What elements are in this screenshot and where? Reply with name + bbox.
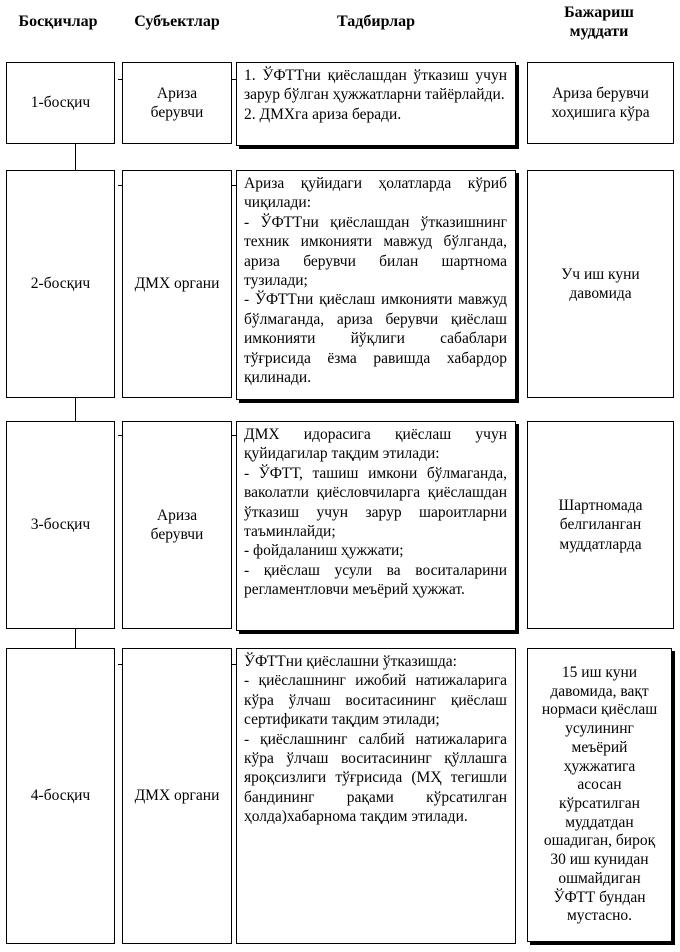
action-line: - ЎФТТ, ташиш имкони бўлмаганда, ваколатли қиёсловчиларга қиёслашдан ўтказиш учун зарур шароитларни таъминлайди;	[244, 464, 507, 541]
deadline-box-1	[527, 62, 674, 144]
subject-label: Ариза берувчи	[150, 506, 204, 543]
action-line: 2. ДМХга ариза беради.	[244, 105, 402, 123]
action-line: Ариза қуйидаги ҳолатларда кўриб чиқилади:	[244, 175, 507, 212]
action-line: ДМХ идорасига қиёслаш учун қуйидагилар тақдим этилади:	[244, 426, 507, 463]
subject-box-1	[122, 62, 232, 144]
deadline-box-3	[527, 421, 674, 629]
deadline-label: Ариза берувчи хоҳишига кўра	[551, 84, 650, 121]
stage-connector-3-4	[75, 629, 76, 648]
subject-label: ДМХ органи	[134, 787, 220, 805]
actions-box-2	[236, 170, 516, 400]
action-line: - қиёслаш усули ва воситаларини регламентловчи меъёрий ҳужжат.	[244, 561, 507, 599]
stage-box-4	[6, 648, 115, 944]
deadline-box-2	[527, 170, 674, 398]
stage-label: 4-босқич	[30, 787, 91, 805]
stage-box-2	[6, 170, 115, 398]
stage-label: 1-босқич	[30, 94, 91, 112]
deadline-label: 15 иш куни давомида, вақт нормаси қиёслаш усулининг меъёрий ҳужжатига асосан кўрсатилган муддатдан ошадиган, бироқ 30 иш кунидан ошмайдиган ЎФТТ бундан мустасно.	[541, 664, 658, 925]
header-deadline: Бажариш муддати	[564, 4, 634, 40]
stage-box-3	[6, 421, 115, 629]
stage-label: 2-босқич	[30, 275, 91, 293]
deadline-label: Уч иш куни давомида	[561, 265, 640, 302]
actions-box-1	[236, 62, 516, 146]
subject-box-4	[122, 648, 232, 944]
actions-box-3	[236, 421, 516, 631]
header-subjects: Субъектлар	[134, 13, 220, 30]
action-line: - ЎФТТни қиёслаш имконияти мавжуд бўлмаганда, ариза берувчи қиёслаш имконияти йўқлиги сабаблари тўғрисида ёзма равишда хабардор қилинади.	[244, 291, 507, 387]
stage-box-1	[6, 62, 115, 144]
subject-box-3	[122, 421, 232, 629]
deadline-label: Шартномада белгиланган муддатларда	[558, 496, 643, 553]
action-line: - қиёслашнинг ижобий натижаларига кўра ўлчаш воситасининг қиёслаш сертификати тақдим этилади;	[244, 672, 507, 729]
subject-label: ДМХ органи	[134, 275, 220, 293]
deadline-box-4	[527, 648, 672, 942]
action-line: 1. ЎФТТни қиёслашдан ўтказиш учун зарур бўлган ҳужжатларни тайёрлайди.	[244, 67, 507, 104]
action-line: ЎФТТни қиёслашни ўтказишда:	[244, 653, 457, 670]
stage-label: 3-босқич	[30, 516, 91, 534]
header-actions: Тадбирлар	[337, 13, 415, 30]
action-line: - қиёслашнинг салбий натижаларига кўра ўлчаш воситасининг қўллашга яроқсизлиги тўғрисида (МҲ тегишли бандининг рақами кўрсатилган ҳолда)хабарнома тақдим этилади.	[244, 730, 507, 826]
actions-box-4	[236, 648, 516, 944]
stage-connector-2-3	[75, 398, 76, 421]
header-stages: Босқичлар	[18, 13, 98, 30]
subject-box-2	[122, 170, 232, 398]
stage-connector-1-2	[75, 144, 76, 170]
action-line: - фойдаланиш ҳужжати;	[244, 542, 404, 560]
subject-label: Ариза берувчи	[150, 84, 204, 121]
action-line: - ЎФТТни қиёслашдан ўтказишнинг техник имконияти мавжуд бўлганда, ариза берувчи билан шартнома тузилади;	[244, 213, 507, 290]
